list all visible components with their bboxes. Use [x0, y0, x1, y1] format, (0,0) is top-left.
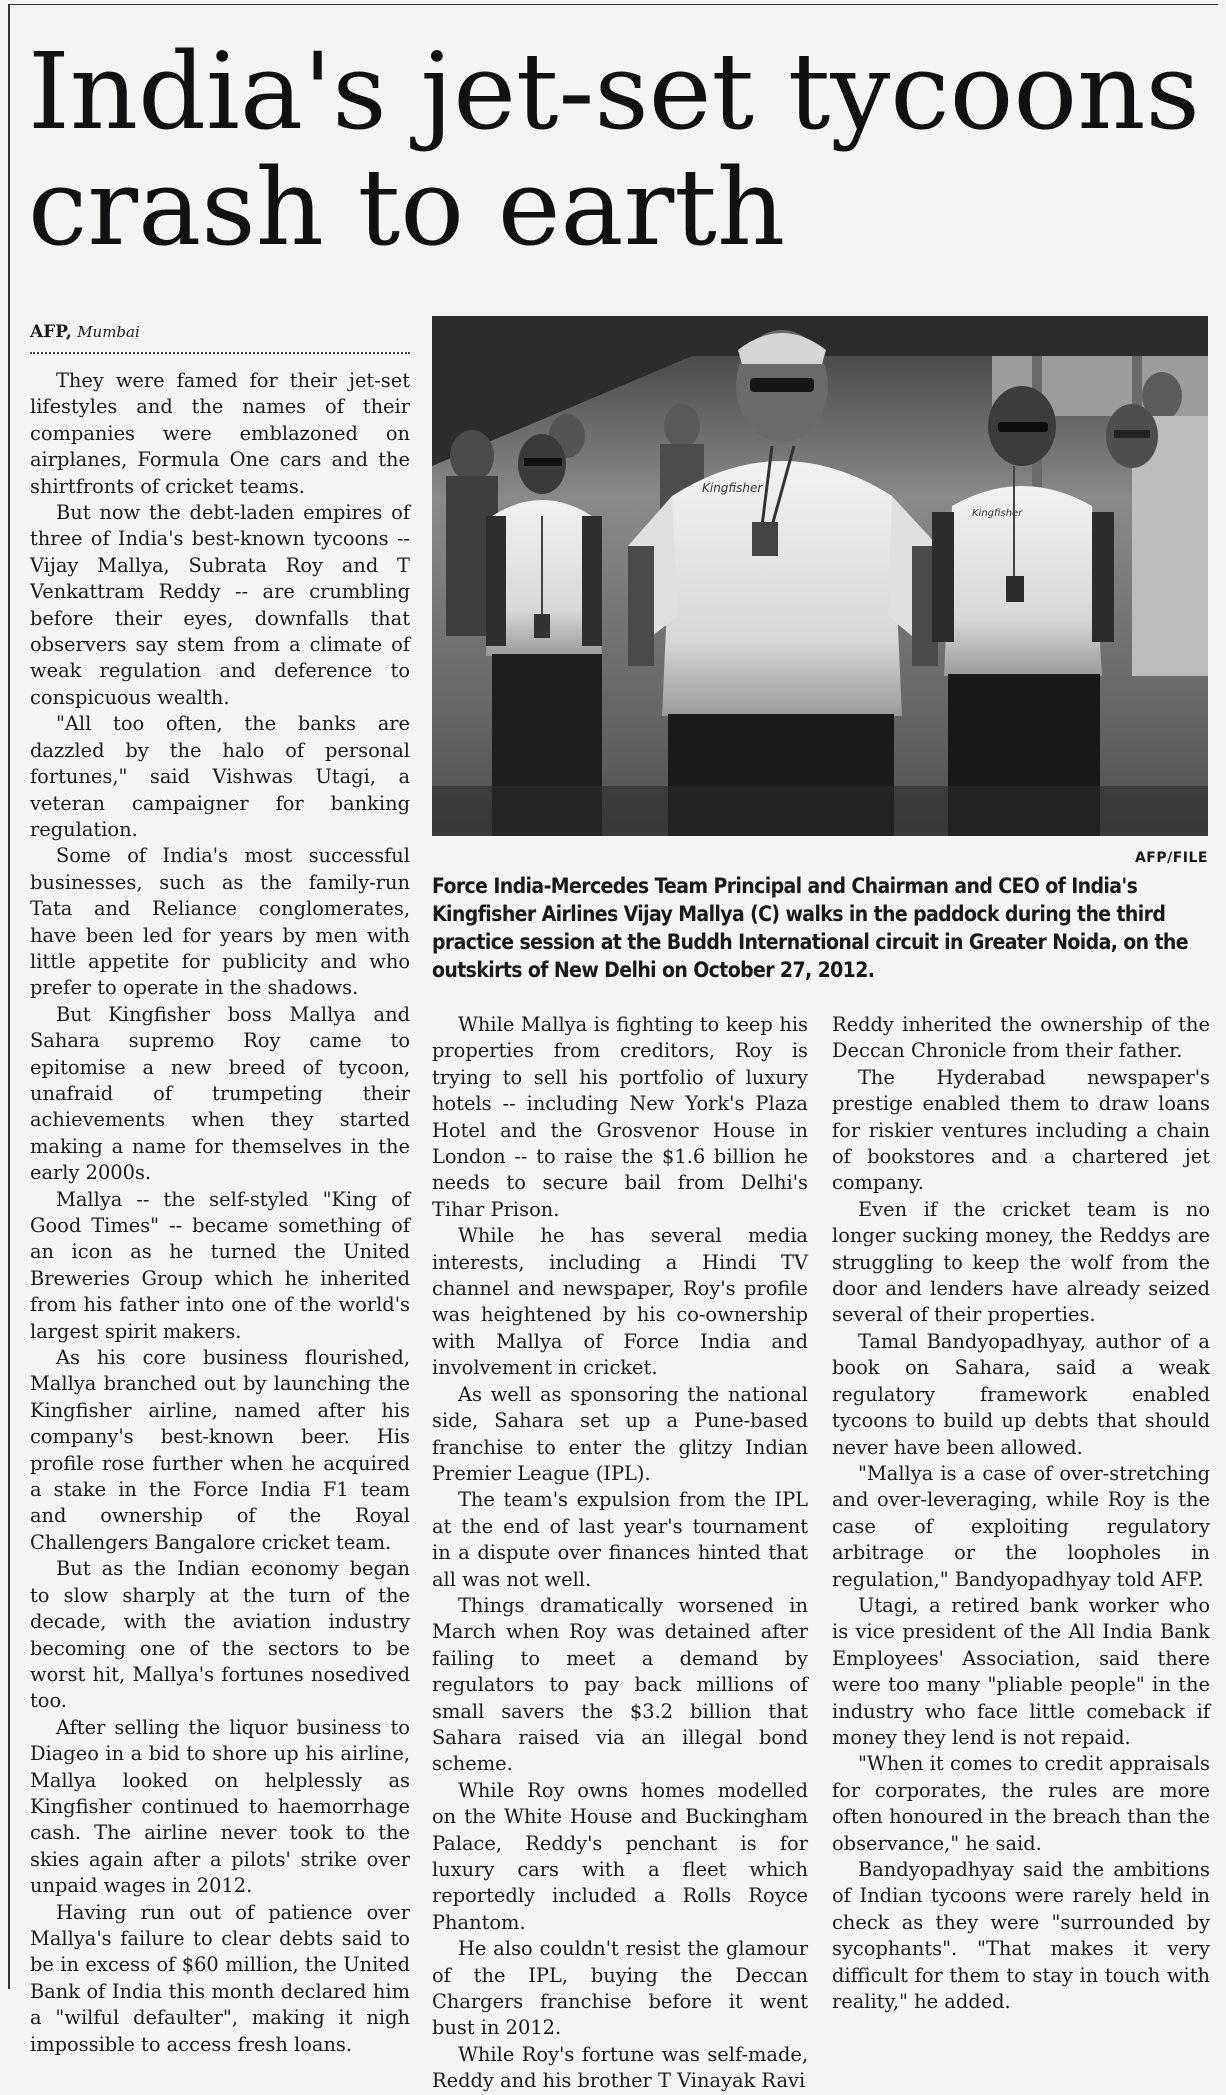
- news-photo-illustration: [432, 316, 1208, 836]
- left-border-rule: [8, 4, 10, 1989]
- article-column-2: [432, 1012, 808, 2095]
- article-paragraph: Reddy inherited the ownership of the Deccan Chronicle from their father.: [832, 1013, 1210, 1063]
- article-paragraph: But as the Indian economy began to slow sharply at the turn of the decade, with the aviation industry becoming one of the sectors to be worst hit, Mallya's fortunes nosedived too.: [30, 1557, 410, 1713]
- article-paragraph: While Roy owns homes modelled on the White House and Buckingham Palace, Reddy's penchant is for luxury cars with a fleet which reportedly included a Rolls Royce Phantom.: [432, 1778, 808, 1934]
- article-paragraph: Utagi, a retired bank worker who is vice president of the All India Bank Employees' Association, said there were too many "pliable people" in the industry who face little comeback if money they lend is not repaid.: [832, 1593, 1210, 1749]
- svg-text:Kingfisher: Kingfisher: [972, 508, 1023, 519]
- svg-text:Kingfisher: Kingfisher: [702, 481, 763, 495]
- article-paragraph: While he has several media interests, including a Hindi TV channel and newspaper, Roy's profile was heightened by his co-ownership with Mallya of Force India and involvement in cricket.: [432, 1224, 808, 1380]
- article-paragraph: The Hyderabad newspaper's prestige enabled them to draw loans for riskier ventures including a chain of bookstores and a chartered jet company.: [832, 1065, 1210, 1195]
- article-paragraph: Bandyopadhyay said the ambitions of Indian tycoons were rarely held in check as they were "surrounded by sycophants". "That makes it very difficult for them to stay in touch with reality," he added.: [832, 1858, 1210, 2014]
- article-paragraph: But now the debt-laden empires of three of India's best-known tycoons -- Vijay Mallya, Subrata Roy and T Venkattram Reddy -- are crumbling before their eyes, downfalls that observers say stem from a climate of weak regulation and deference to conspicuous wealth.: [30, 501, 410, 709]
- top-border-rule: [8, 4, 1218, 5]
- news-photo: [432, 316, 1208, 836]
- article-paragraph: While Roy's fortune was self-made, Reddy and his brother T Vinayak Ravi: [432, 2042, 808, 2093]
- article-paragraph: He also couldn't resist the glamour of the IPL, buying the Deccan Chargers franchise before it went bust in 2012.: [432, 1937, 808, 2040]
- article-paragraph: Even if the cricket team is no longer sucking money, the Reddys are struggling to keep the wolf from the door and lenders have already seized several of their properties.: [832, 1197, 1210, 1327]
- byline-location: Mumbai: [77, 323, 140, 341]
- byline-agency: AFP,: [30, 322, 72, 342]
- article-column-3: [832, 1012, 1210, 2015]
- article-paragraph: While Mallya is fighting to keep his properties from creditors, Roy is trying to sell his portfolio of luxury hotels -- including New York's Plaza Hotel and the Grosvenor House in London -- to raise the $1.6 billion he needs to secure bail from Delhi's Tihar Prison.: [432, 1013, 808, 1221]
- article-paragraph: The team's expulsion from the IPL at the end of last year's tournament in a dispute over finances hinted that all was not well.: [432, 1488, 808, 1591]
- article-paragraph: Mallya -- the self-styled "King of Good Times" -- became something of an icon as he turned the United Breweries Group which he inherited from his father into one of the world's largest spirit makers.: [30, 1187, 410, 1343]
- photo-caption: Force India-Mercedes Team Principal and Chairman and CEO of India's Kingfisher Airlines Vijay Mallya (C) walks in the paddock during the third practice session at the Buddh International circuit in Greater Noida, on the outskirts of New Delhi on October 27, 2012.: [432, 874, 1188, 982]
- byline: [30, 320, 410, 354]
- article-paragraph: Tamal Bandyopadhyay, author of a book on Sahara, said a weak regulatory framework enabled tycoons to build up debts that should never have been allowed.: [832, 1329, 1210, 1459]
- article-paragraph: Things dramatically worsened in March when Roy was detained after failing to meet a demand by regulators to pay back millions of small savers the $3.2 billion that Sahara raised via an illegal bond scheme.: [432, 1593, 808, 1776]
- article-paragraph: But Kingfisher boss Mallya and Sahara supremo Roy came to epitomise a new breed of tycoon, unafraid of trumpeting their achievements when they started making a name for themselves in the early 2000s.: [30, 1002, 410, 1185]
- article-paragraph: As well as sponsoring the national side, Sahara set up a Pune-based franchise to enter the glitzy Indian Premier League (IPL).: [432, 1382, 808, 1485]
- article-paragraph: "All too often, the banks are dazzled by the halo of personal fortunes," said Vishwas Utagi, a veteran campaigner for banking regulation.: [30, 712, 410, 841]
- article-paragraph: "Mallya is a case of over-stretching and over-leveraging, while Roy is the case of exploiting regulatory arbitrage or the loopholes in regulation," Bandyopadhyay told AFP.: [832, 1461, 1210, 1591]
- article-paragraph: After selling the liquor business to Diageo in a bid to shore up his airline, Mallya looked on helplessly as Kingfisher continued to haemorrhage cash. The airline never took to the skies again after a pilots' strike over unpaid wages in 2012.: [30, 1715, 410, 1898]
- photo-credit: AFP/FILE: [1134, 850, 1208, 866]
- article-paragraph: Having run out of patience over Mallya's failure to clear debts said to be in excess of $60 million, the United Bank of India this month declared him a "wilful defaulter", making it nigh impossible to access fresh loans.: [30, 1900, 410, 2056]
- article-column-1: [30, 368, 410, 2058]
- headline: India's jet-set tycoons crash to earth: [28, 30, 1200, 269]
- article-paragraph: "When it comes to credit appraisals for corporates, the rules are more often honoured in the breach than the observance," he said.: [832, 1752, 1210, 1855]
- article-paragraph: They were famed for their jet-set lifestyles and the names of their companies were emblazoned on airplanes, Formula One cars and the shirtfronts of cricket teams.: [30, 369, 410, 498]
- article-paragraph: As his core business flourished, Mallya branched out by launching the Kingfisher airline, named after his company's best-known beer. His profile rose further when he acquired a stake in the Force India F1 team and ownership of the Royal Challengers Bangalore cricket team.: [30, 1346, 410, 1554]
- article-paragraph: Some of India's most successful businesses, such as the family-run Tata and Reliance conglomerates, have been led for years by men with little appetite for publicity and who prefer to operate in the shadows.: [30, 844, 410, 1000]
